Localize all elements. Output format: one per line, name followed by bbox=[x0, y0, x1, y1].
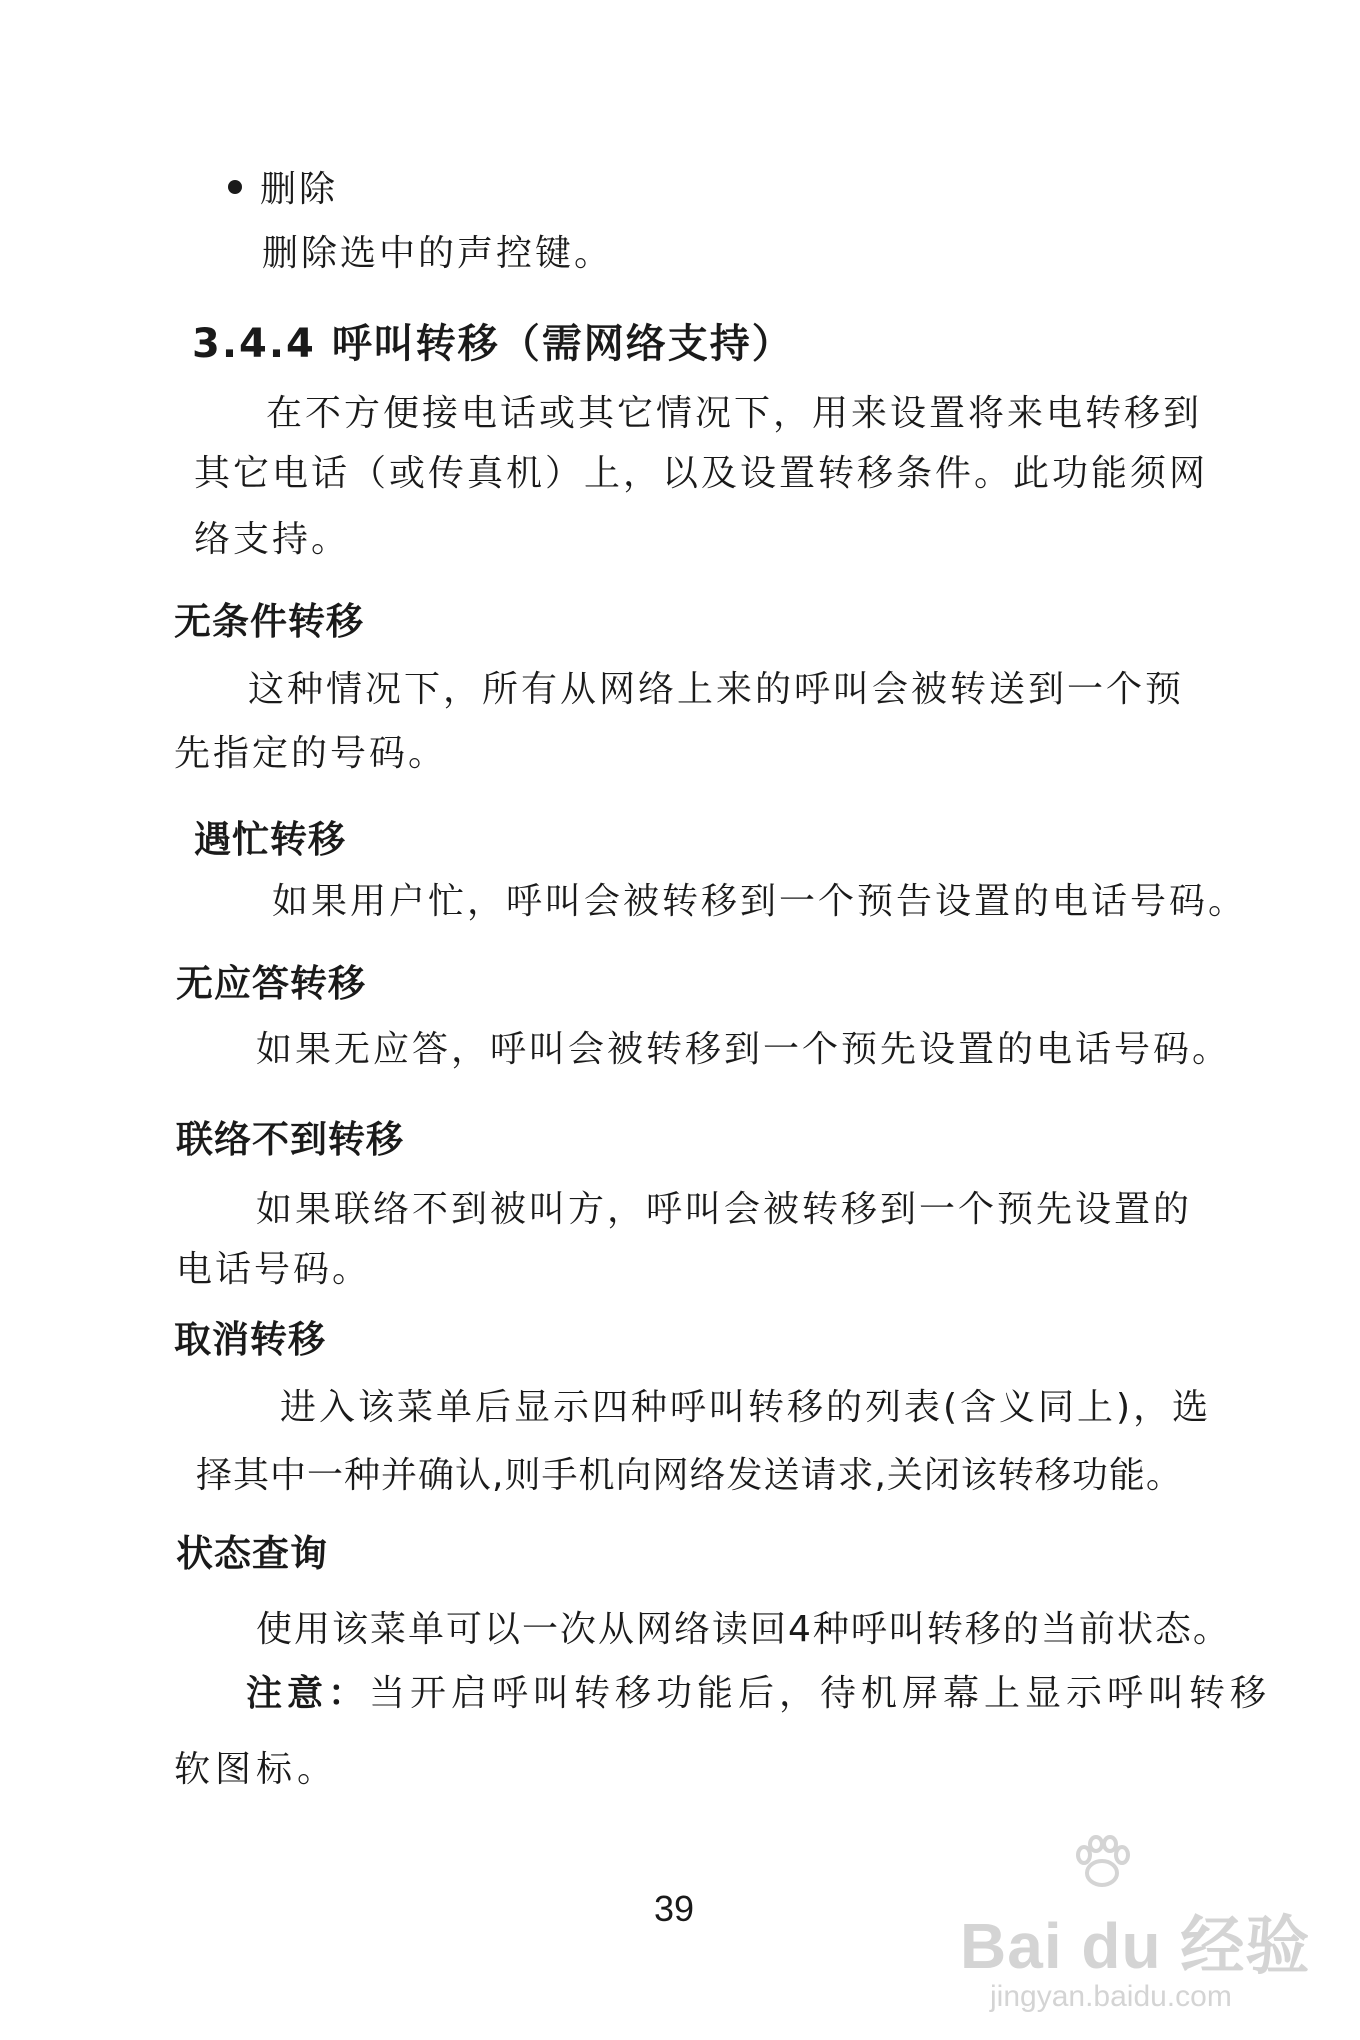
item-line: 这种情况下，所有从网络上来的呼叫会被转送到一个预 bbox=[248, 669, 1185, 710]
intro-line: 络支持。 bbox=[194, 519, 351, 560]
watermark-url: jingyan.baidu.com bbox=[990, 1980, 1232, 2013]
bullet-dot-icon bbox=[228, 180, 242, 194]
item-heading: 状态查询 bbox=[176, 1532, 328, 1575]
note-line: 软图标。 bbox=[174, 1749, 339, 1790]
item-line: 进入该菜单后显示四种呼叫转移的列表(含义同上)，选 bbox=[280, 1387, 1212, 1428]
watermark-brand: Bai du 经验 bbox=[960, 1910, 1311, 1982]
note-text: 当开启呼叫转移功能后，待机屏幕上显示呼叫转移 bbox=[369, 1673, 1272, 1714]
note-line bbox=[246, 1672, 1271, 1716]
bullet-title: 删除 bbox=[260, 169, 339, 210]
page-number: 39 bbox=[654, 1888, 695, 1929]
intro-line: 在不方便接电话或其它情况下，用来设置将来电转移到 bbox=[266, 393, 1203, 434]
paw-icon bbox=[1072, 1835, 1132, 1893]
item-line: 如果用户忙，呼叫会被转移到一个预告设置的电话号码。 bbox=[272, 881, 1248, 922]
item-heading: 取消转移 bbox=[174, 1318, 326, 1361]
intro-line: 其它电话（或传真机）上，以及设置转移条件。此功能须网 bbox=[194, 453, 1209, 494]
bullet-item bbox=[228, 168, 338, 212]
item-line: 如果联络不到被叫方，呼叫会被转移到一个预先设置的 bbox=[256, 1189, 1193, 1230]
watermark bbox=[960, 1835, 1311, 2020]
item-heading: 联络不到转移 bbox=[176, 1118, 404, 1161]
item-heading: 无条件转移 bbox=[174, 600, 364, 643]
item-line: 如果无应答，呼叫会被转移到一个预先设置的电话号码。 bbox=[256, 1029, 1232, 1070]
item-line: 电话号码。 bbox=[176, 1249, 372, 1290]
bullet-desc: 删除选中的声控键。 bbox=[262, 233, 614, 274]
section-heading: 3.4.4 呼叫转移（需网络支持） bbox=[192, 321, 794, 367]
item-line: 先指定的号码。 bbox=[174, 733, 448, 774]
item-heading: 遇忙转移 bbox=[194, 818, 346, 861]
item-heading: 无应答转移 bbox=[176, 962, 366, 1005]
item-line: 择其中一种并确认,则手机向网络发送请求,关闭该转移功能。 bbox=[196, 1455, 1183, 1496]
note-label: 注意： bbox=[246, 1673, 370, 1714]
item-line: 使用该菜单可以一次从网络读回4种呼叫转移的当前状态。 bbox=[256, 1609, 1231, 1650]
